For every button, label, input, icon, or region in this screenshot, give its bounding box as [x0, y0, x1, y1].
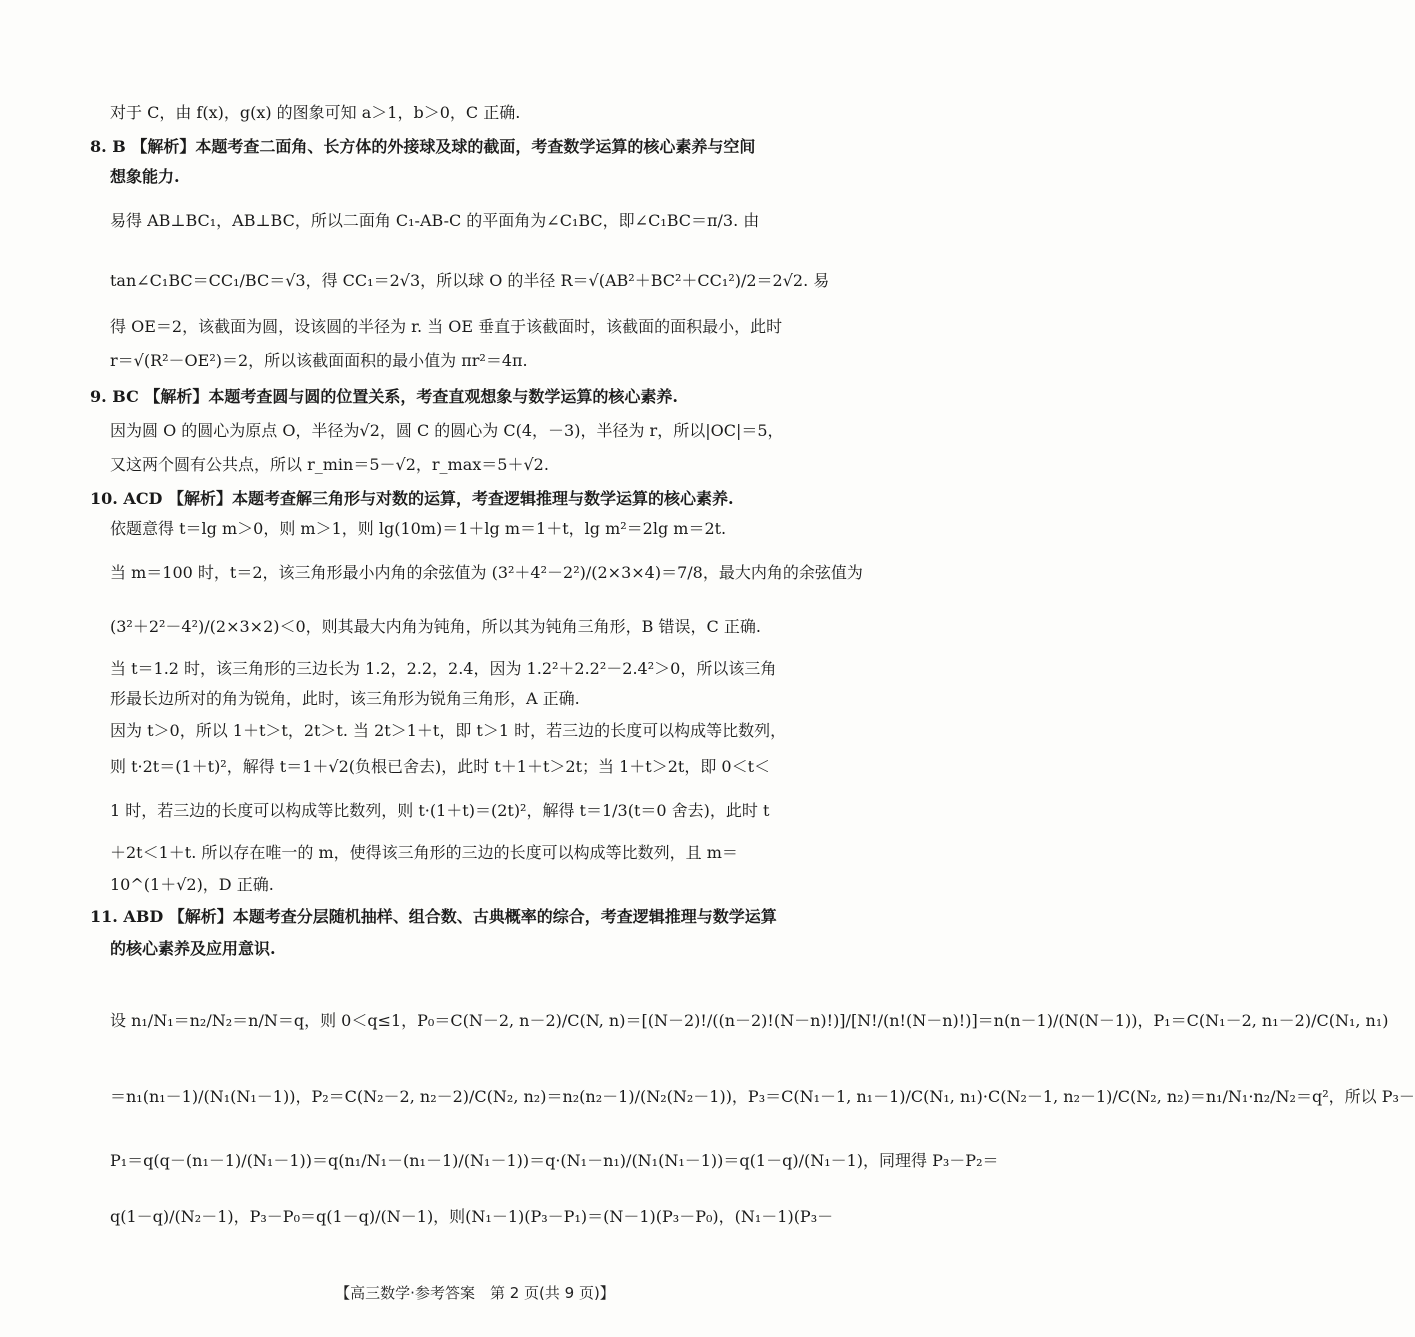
text-line-26: P₁＝q(q－(n₁－1)/(N₁－1))＝q(n₁/N₁－(n₁－1)/(N₁－1))＝q·(N₁－n₁)/(N₁(N₁－1))＝q(1－q)/(N₁－1)，同理得 P₃－P₂＝	[110, 1151, 999, 1170]
text-line-25: ＝n₁(n₁－1)/(N₁(N₁－1))，P₂＝C(N₂－2, n₂－2)/C(N₂, n₂)＝n₂(n₂－1)/(N₂(N₂－1))，P₃＝C(N₁－1, n₁－1)/C(N₁, n₁)·C(N₂－1, n₂－1)/C(N₂, n₂)＝n₁/N₁·n₂/N₂＝q²，所以 P₃－	[110, 1087, 1415, 1106]
text-line-7: r＝√(R²－OE²)＝2，所以该截面面积的最小值为 πr²＝4π.	[110, 351, 528, 370]
text-line-22: 11. ABD 【解析】本题考查分层随机抽样、组合数、古典概率的综合，考查逻辑推理与数学运算	[90, 907, 777, 926]
text-line-8: 9. BC 【解析】本题考查圆与圆的位置关系，考查直观想象与数学运算的核心素养.	[90, 387, 678, 406]
text-line-18: 则 t·2t＝(1＋t)²，解得 t＝1＋√2(负根已舍去)，此时 t＋1＋t＞2t；当 1＋t＞2t，即 0＜t＜	[110, 757, 771, 776]
text-line-10: 又这两个圆有公共点，所以 r_min＝5－√2，r_max＝5＋√2.	[110, 455, 549, 474]
text-line-9: 因为圆 O 的圆心为原点 O，半径为√2，圆 C 的圆心为 C(4，－3)，半径为 r，所以|OC|＝5，	[110, 421, 784, 440]
text-line-11: 10. ACD 【解析】本题考查解三角形与对数的运算，考查逻辑推理与数学运算的核心素养.	[90, 489, 734, 508]
text-line-27: q(1－q)/(N₂－1)，P₃－P₀＝q(1－q)/(N－1)，则(N₁－1)(P₃－P₁)＝(N－1)(P₃－P₀)，(N₁－1)(P₃－	[110, 1207, 834, 1226]
text-line-21: 10^(1＋√2)，D 正确.	[110, 875, 274, 894]
text-line-4: 易得 AB⊥BC₁，AB⊥BC，所以二面角 C₁-AB-C 的平面角为∠C₁BC，即∠C₁BC＝π/3. 由	[110, 211, 760, 230]
text-line-2: 8. B 【解析】本题考查二面角、长方体的外接球及球的截面，考查数学运算的核心素养与空间	[90, 137, 756, 156]
text-line-1: 对于 C，由 f(x)，g(x) 的图象可知 a＞1，b＞0，C 正确.	[110, 103, 521, 122]
text-line-6: 得 OE＝2，该截面为圆，设该圆的半径为 r. 当 OE 垂直于该截面时，该截面的面积最小，此时	[110, 317, 783, 336]
text-line-16: 形最长边所对的角为锐角，此时，该三角形为锐角三角形，A 正确.	[110, 689, 580, 708]
text-line-5: tan∠C₁BC＝CC₁/BC＝√3，得 CC₁＝2√3，所以球 O 的半径 R＝√(AB²＋BC²＋CC₁²)/2＝2√2. 易	[110, 271, 830, 290]
text-line-19: 1 时，若三边的长度可以构成等比数列，则 t·(1＋t)＝(2t)²，解得 t＝1/3(t＝0 舍去)，此时 t	[110, 801, 770, 820]
text-line-20: ＋2t＜1＋t. 所以存在唯一的 m，使得该三角形的三边的长度可以构成等比数列，且 m＝	[110, 843, 738, 862]
page-footer: 【高三数学·参考答案 第 2 页(共 9 页)】	[335, 1284, 615, 1302]
text-line-3: 想象能力.	[110, 167, 180, 186]
text-line-13: 当 m＝100 时，t＝2，该三角形最小内角的余弦值为 (3²＋4²－2²)/(2×3×4)＝7/8，最大内角的余弦值为	[110, 563, 863, 582]
text-line-24: 设 n₁/N₁＝n₂/N₂＝n/N＝q，则 0＜q≤1，P₀＝C(N－2, n－2)/C(N, n)＝[(N－2)!/((n－2)!(N－n)!)]/[N!/(n!(N－n)!)]＝n(n－1)/(N(N－1))，P₁＝C(N₁－2, n₁－2)/C(N₁, n₁)	[110, 1011, 1389, 1030]
text-line-23: 的核心素养及应用意识.	[110, 939, 276, 958]
text-line-14: (3²＋2²－4²)/(2×3×2)＜0，则其最大内角为钝角，所以其为钝角三角形，B 错误，C 正确.	[110, 617, 761, 636]
text-line-15: 当 t＝1.2 时，该三角形的三边长为 1.2，2.2，2.4，因为 1.2²＋2.2²－2.4²＞0，所以该三角	[110, 659, 777, 678]
text-line-12: 依题意得 t＝lg m＞0，则 m＞1，则 lg(10m)＝1＋lg m＝1＋t，lg m²＝2lg m＝2t.	[110, 519, 727, 538]
text-line-17: 因为 t＞0，所以 1＋t＞t，2t＞t. 当 2t＞1＋t，即 t＞1 时，若三边的长度可以构成等比数列，	[110, 721, 787, 740]
